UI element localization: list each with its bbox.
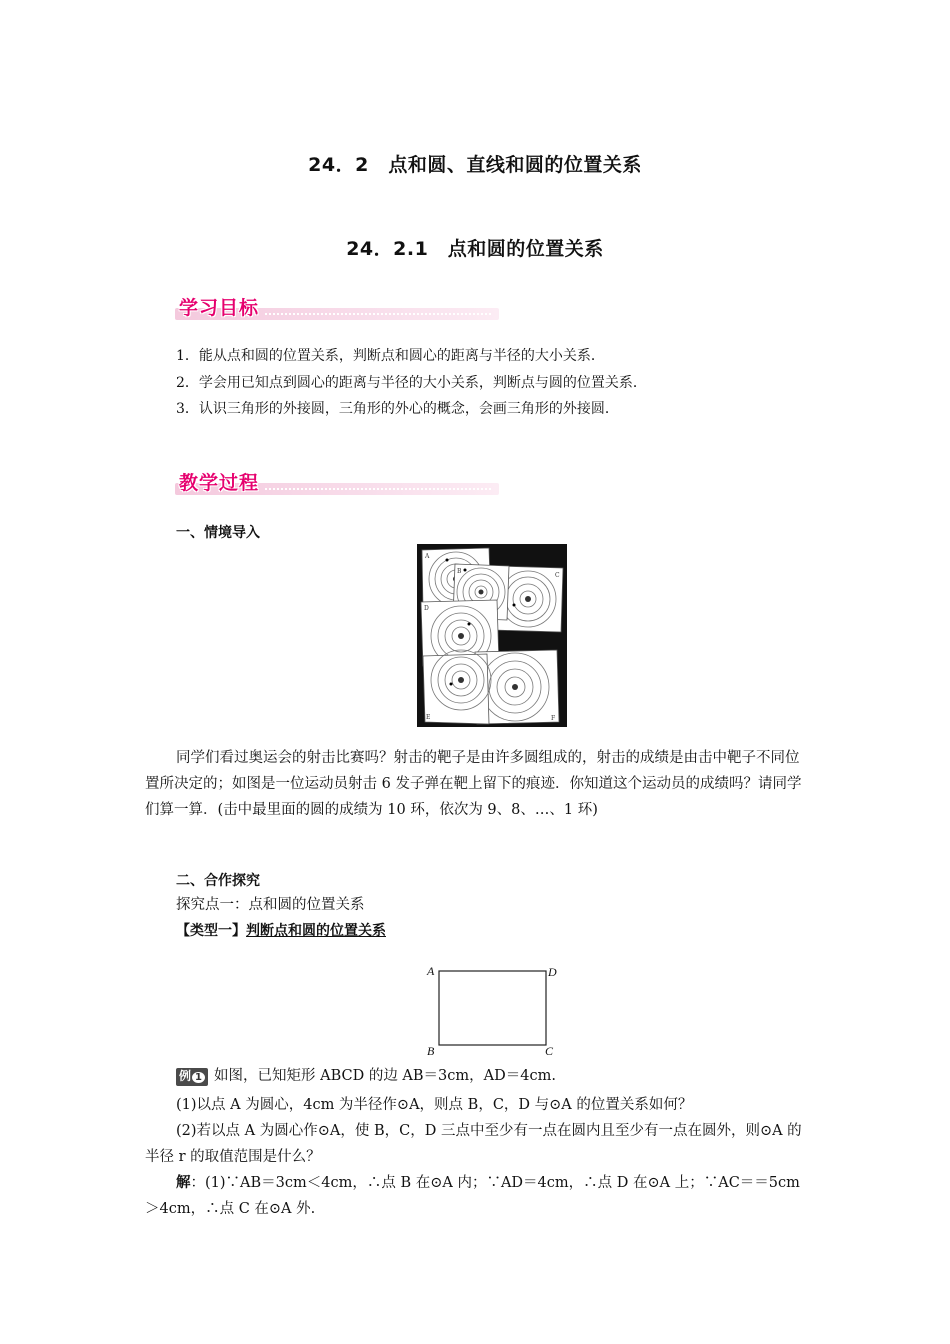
subsection-title: 24．2.1 点和圆的位置关系 [346, 238, 604, 260]
solution-text: ：(1)∵AB＝3cm＜4cm，∴点 B 在⊙A 内；∵AD＝4cm，∴点 D 在⊙A 上；∵AC＝＝5cm＞4cm，∴点 C 在⊙A 外. [145, 1175, 800, 1217]
solution-paragraph [145, 1170, 810, 1222]
type-one-heading [176, 921, 386, 941]
target-label-d: D [424, 605, 429, 612]
target-label-a: A [425, 553, 430, 560]
question-1: (1)以点 A 为圆心，4cm 为半径作⊙A，则点 B，C，D 与⊙A 的位置关系如何？ [176, 1097, 693, 1113]
vertex-label-d: D [548, 965, 557, 979]
solution-label: 解 [176, 1174, 191, 1191]
type-one-title: 判断点和圆的位置关系 [246, 923, 386, 939]
intro-paragraph: 同学们看过奥运会的射击比赛吗？射击的靶子是由许多圆组成的，射击的成绩是由击中靶子不同位置所决定的；如图是一位运动员射击 6 发子弹在靶上留下的痕迹．你知道这个运动员的成绩吗？请同学们算一算．(击中最里面的圆的成绩为 10 环，依次为 9、8、…、1 环) [145, 750, 802, 818]
target-sheet-e [423, 650, 491, 724]
vertex-label-a: A [427, 964, 435, 978]
process-banner-label: 教学过程 [179, 472, 260, 494]
objective-item-3: 3．认识三角形的外接圆，三角形的外心的概念，会画三角形的外接圆． [176, 401, 619, 417]
target-label-e: E [426, 714, 431, 721]
objectives-banner [175, 296, 499, 322]
process-banner [175, 471, 499, 497]
target-label-c: C [555, 572, 560, 579]
example-1-statement [176, 1066, 556, 1086]
shooting-targets-image [417, 544, 567, 727]
vertex-label-b: B [427, 1044, 435, 1058]
type-one-prefix: 【类型一】 [176, 923, 246, 939]
example-badge: 例 1 [176, 1068, 208, 1086]
part1-heading: 一、情境导入 [176, 525, 260, 541]
example-1-text: 如图，已知矩形 ABCD 的边 AB＝3cm，AD＝4cm. [213, 1068, 556, 1084]
exploration-point-1: 探究点一：点和圆的位置关系 [176, 897, 365, 913]
target-label-f: F [551, 715, 556, 722]
objectives-banner-label: 学习目标 [179, 297, 260, 319]
question-2: (2)若以点 A 为圆心作⊙A，使 B，C，D 三点中至少有一点在圆内且至少有一点在圆外，则⊙A 的半径 r 的取值范围是什么？ [145, 1123, 802, 1165]
objective-item-2: 2．学会用已知点到圆心的距离与半径的大小关系，判断点与圆的位置关系． [176, 375, 647, 391]
rectangle-abcd-figure [424, 962, 564, 1060]
part2-heading: 二、合作探究 [176, 873, 260, 889]
section-title: 24．2 点和圆、直线和圆的位置关系 [308, 154, 642, 176]
target-label-b: B [457, 568, 462, 575]
objective-item-1: 1．能从点和圆的位置关系，判断点和圆心的距离与半径的大小关系． [176, 348, 605, 364]
vertex-label-c: C [545, 1044, 554, 1058]
